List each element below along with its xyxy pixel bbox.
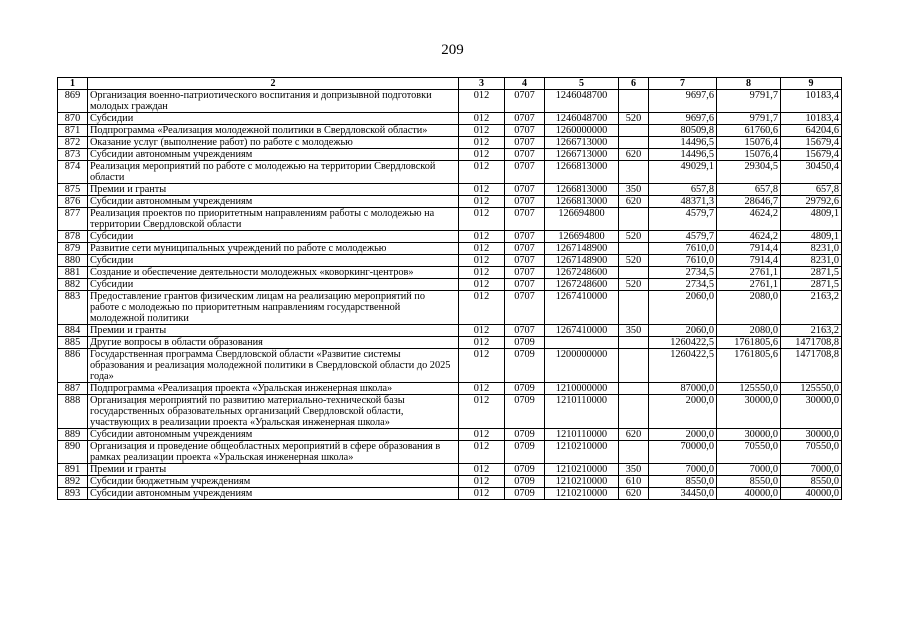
amount-year1-cell: 70000,0 <box>649 441 717 464</box>
header-cell: 5 <box>545 78 619 90</box>
row-number-cell: 870 <box>58 113 88 125</box>
section-code-cell: 0707 <box>505 243 545 255</box>
amount-year1-cell: 2060,0 <box>649 291 717 325</box>
amount-year2-cell: 30000,0 <box>717 429 781 441</box>
target-article-cell: 1210110000 <box>545 395 619 429</box>
ministry-code-cell: 012 <box>459 325 505 337</box>
row-number-cell: 875 <box>58 184 88 196</box>
amount-year3-cell: 8231,0 <box>781 243 842 255</box>
amount-year3-cell: 1471708,8 <box>781 349 842 383</box>
section-code-cell: 0707 <box>505 291 545 325</box>
item-name-cell: Организация и проведение общеобластных мероприятий в сфере образования в рамках реализации проекта «Уральская инженерная школа» <box>88 441 459 464</box>
target-article-cell: 1266813000 <box>545 184 619 196</box>
amount-year1-cell: 2734,5 <box>649 267 717 279</box>
amount-year1-cell: 9697,6 <box>649 113 717 125</box>
table-row <box>58 279 842 291</box>
budget-table <box>57 77 842 500</box>
section-code-cell: 0707 <box>505 184 545 196</box>
item-name-cell: Другие вопросы в области образования <box>88 337 459 349</box>
ministry-code-cell: 012 <box>459 243 505 255</box>
amount-year2-cell: 9791,7 <box>717 113 781 125</box>
item-name-cell: Развитие сети муниципальных учреждений по работе с молодежью <box>88 243 459 255</box>
section-code-cell: 0709 <box>505 429 545 441</box>
item-name-cell: Организация мероприятий по развитию материально-технической базы государственных образовательных организаций Свердловской области, участвующих в реализации проекта «Уральская инженерная школа» <box>88 395 459 429</box>
ministry-code-cell: 012 <box>459 349 505 383</box>
header-cell: 1 <box>58 78 88 90</box>
amount-year2-cell: 61760,6 <box>717 125 781 137</box>
expense-type-cell: 620 <box>619 149 649 161</box>
amount-year3-cell: 15679,4 <box>781 149 842 161</box>
item-name-cell: Субсидии автономным учреждениям <box>88 488 459 500</box>
amount-year2-cell: 30000,0 <box>717 395 781 429</box>
table-row <box>58 476 842 488</box>
amount-year3-cell: 125550,0 <box>781 383 842 395</box>
target-article-cell: 1200000000 <box>545 349 619 383</box>
section-code-cell: 0709 <box>505 395 545 429</box>
target-article-cell: 1267410000 <box>545 291 619 325</box>
section-code-cell: 0707 <box>505 325 545 337</box>
amount-year3-cell: 64204,6 <box>781 125 842 137</box>
expense-type-cell: 350 <box>619 184 649 196</box>
amount-year3-cell: 2871,5 <box>781 279 842 291</box>
amount-year3-cell: 10183,4 <box>781 90 842 113</box>
item-name-cell: Субсидии <box>88 279 459 291</box>
amount-year3-cell: 2163,2 <box>781 325 842 337</box>
amount-year1-cell: 80509,8 <box>649 125 717 137</box>
table-row <box>58 325 842 337</box>
target-article-cell: 1210210000 <box>545 476 619 488</box>
header-cell: 9 <box>781 78 842 90</box>
target-article-cell: 1267248600 <box>545 267 619 279</box>
item-name-cell: Оказание услуг (выполнение работ) по работе с молодежью <box>88 137 459 149</box>
amount-year1-cell: 8550,0 <box>649 476 717 488</box>
amount-year3-cell: 40000,0 <box>781 488 842 500</box>
amount-year1-cell: 7610,0 <box>649 255 717 267</box>
amount-year3-cell: 657,8 <box>781 184 842 196</box>
amount-year2-cell: 2080,0 <box>717 325 781 337</box>
section-code-cell: 0709 <box>505 464 545 476</box>
ministry-code-cell: 012 <box>459 196 505 208</box>
amount-year2-cell: 70550,0 <box>717 441 781 464</box>
table-row <box>58 243 842 255</box>
amount-year2-cell: 1761805,6 <box>717 337 781 349</box>
table-row <box>58 488 842 500</box>
target-article-cell: 1260000000 <box>545 125 619 137</box>
amount-year3-cell: 70550,0 <box>781 441 842 464</box>
table-row <box>58 255 842 267</box>
amount-year2-cell: 7000,0 <box>717 464 781 476</box>
target-article-cell: 1267410000 <box>545 325 619 337</box>
header-cell: 2 <box>88 78 459 90</box>
section-code-cell: 0709 <box>505 476 545 488</box>
expense-type-cell <box>619 267 649 279</box>
amount-year1-cell: 1260422,5 <box>649 349 717 383</box>
amount-year2-cell: 1761805,6 <box>717 349 781 383</box>
ministry-code-cell: 012 <box>459 184 505 196</box>
amount-year1-cell: 48371,3 <box>649 196 717 208</box>
section-code-cell: 0707 <box>505 149 545 161</box>
table-row <box>58 90 842 113</box>
ministry-code-cell: 012 <box>459 161 505 184</box>
table-header-row <box>58 78 842 90</box>
item-name-cell: Государственная программа Свердловской области «Развитие системы образования и реализация молодежной политики в Свердловской области до 2025 года» <box>88 349 459 383</box>
target-article-cell: 1267148900 <box>545 255 619 267</box>
row-number-cell: 878 <box>58 231 88 243</box>
section-code-cell: 0707 <box>505 196 545 208</box>
section-code-cell: 0709 <box>505 349 545 383</box>
row-number-cell: 881 <box>58 267 88 279</box>
target-article-cell: 1210210000 <box>545 488 619 500</box>
amount-year2-cell: 4624,2 <box>717 231 781 243</box>
item-name-cell: Реализация проектов по приоритетным направлениям работы с молодежью на территории Свердловской области <box>88 208 459 231</box>
amount-year3-cell: 8231,0 <box>781 255 842 267</box>
row-number-cell: 889 <box>58 429 88 441</box>
row-number-cell: 888 <box>58 395 88 429</box>
section-code-cell: 0707 <box>505 208 545 231</box>
amount-year2-cell: 2761,1 <box>717 267 781 279</box>
table-row <box>58 184 842 196</box>
amount-year3-cell: 2871,5 <box>781 267 842 279</box>
header-cell: 6 <box>619 78 649 90</box>
item-name-cell: Премии и гранты <box>88 325 459 337</box>
ministry-code-cell: 012 <box>459 441 505 464</box>
ministry-code-cell: 012 <box>459 267 505 279</box>
ministry-code-cell: 012 <box>459 488 505 500</box>
row-number-cell: 890 <box>58 441 88 464</box>
target-article-cell: 126694800 <box>545 231 619 243</box>
row-number-cell: 886 <box>58 349 88 383</box>
target-article-cell: 1210210000 <box>545 441 619 464</box>
section-code-cell: 0709 <box>505 488 545 500</box>
ministry-code-cell: 012 <box>459 291 505 325</box>
amount-year1-cell: 14496,5 <box>649 149 717 161</box>
section-code-cell: 0707 <box>505 90 545 113</box>
item-name-cell: Субсидии автономным учреждениям <box>88 429 459 441</box>
amount-year1-cell: 4579,7 <box>649 208 717 231</box>
amount-year3-cell: 7000,0 <box>781 464 842 476</box>
amount-year2-cell: 7914,4 <box>717 255 781 267</box>
ministry-code-cell: 012 <box>459 125 505 137</box>
table-body <box>58 90 842 500</box>
item-name-cell: Субсидии автономным учреждениям <box>88 196 459 208</box>
row-number-cell: 882 <box>58 279 88 291</box>
row-number-cell: 883 <box>58 291 88 325</box>
ministry-code-cell: 012 <box>459 255 505 267</box>
item-name-cell: Премии и гранты <box>88 464 459 476</box>
section-code-cell: 0707 <box>505 255 545 267</box>
amount-year1-cell: 34450,0 <box>649 488 717 500</box>
row-number-cell: 880 <box>58 255 88 267</box>
item-name-cell: Субсидии бюджетным учреждениям <box>88 476 459 488</box>
row-number-cell: 891 <box>58 464 88 476</box>
row-number-cell: 874 <box>58 161 88 184</box>
expense-type-cell: 520 <box>619 255 649 267</box>
expense-type-cell <box>619 137 649 149</box>
amount-year1-cell: 7000,0 <box>649 464 717 476</box>
target-article-cell: 1267148900 <box>545 243 619 255</box>
row-number-cell: 871 <box>58 125 88 137</box>
expense-type-cell <box>619 208 649 231</box>
amount-year1-cell: 2000,0 <box>649 395 717 429</box>
amount-year1-cell: 49029,1 <box>649 161 717 184</box>
amount-year2-cell: 15076,4 <box>717 149 781 161</box>
row-number-cell: 869 <box>58 90 88 113</box>
table-row <box>58 464 842 476</box>
table-row <box>58 125 842 137</box>
ministry-code-cell: 012 <box>459 279 505 291</box>
amount-year2-cell: 2080,0 <box>717 291 781 325</box>
item-name-cell: Субсидии автономным учреждениям <box>88 149 459 161</box>
row-number-cell: 872 <box>58 137 88 149</box>
amount-year1-cell: 657,8 <box>649 184 717 196</box>
amount-year1-cell: 87000,0 <box>649 383 717 395</box>
ministry-code-cell: 012 <box>459 90 505 113</box>
amount-year2-cell: 4624,2 <box>717 208 781 231</box>
amount-year1-cell: 2060,0 <box>649 325 717 337</box>
ministry-code-cell: 012 <box>459 149 505 161</box>
table-row <box>58 395 842 429</box>
section-code-cell: 0707 <box>505 137 545 149</box>
amount-year3-cell: 4809,1 <box>781 208 842 231</box>
header-cell: 7 <box>649 78 717 90</box>
expense-type-cell: 620 <box>619 429 649 441</box>
expense-type-cell <box>619 349 649 383</box>
section-code-cell: 0709 <box>505 337 545 349</box>
expense-type-cell <box>619 125 649 137</box>
section-code-cell: 0709 <box>505 441 545 464</box>
item-name-cell: Субсидии <box>88 113 459 125</box>
amount-year2-cell: 8550,0 <box>717 476 781 488</box>
row-number-cell: 893 <box>58 488 88 500</box>
amount-year2-cell: 125550,0 <box>717 383 781 395</box>
amount-year1-cell: 2000,0 <box>649 429 717 441</box>
expense-type-cell <box>619 161 649 184</box>
item-name-cell: Субсидии <box>88 231 459 243</box>
amount-year3-cell: 4809,1 <box>781 231 842 243</box>
target-article-cell: 1267248600 <box>545 279 619 291</box>
expense-type-cell: 520 <box>619 113 649 125</box>
amount-year2-cell: 29304,5 <box>717 161 781 184</box>
amount-year1-cell: 1260422,5 <box>649 337 717 349</box>
amount-year3-cell: 30000,0 <box>781 429 842 441</box>
ministry-code-cell: 012 <box>459 137 505 149</box>
table-row <box>58 137 842 149</box>
amount-year2-cell: 28646,7 <box>717 196 781 208</box>
section-code-cell: 0707 <box>505 267 545 279</box>
header-cell: 8 <box>717 78 781 90</box>
expense-type-cell <box>619 243 649 255</box>
table-row <box>58 291 842 325</box>
section-code-cell: 0709 <box>505 383 545 395</box>
target-article-cell: 1210000000 <box>545 383 619 395</box>
target-article-cell <box>545 337 619 349</box>
item-name-cell: Организация военно-патриотического воспитания и допризывной подготовки молодых граждан <box>88 90 459 113</box>
table-row <box>58 429 842 441</box>
target-article-cell: 1210210000 <box>545 464 619 476</box>
table-row <box>58 161 842 184</box>
row-number-cell: 877 <box>58 208 88 231</box>
target-article-cell: 126694800 <box>545 208 619 231</box>
amount-year2-cell: 15076,4 <box>717 137 781 149</box>
table-row <box>58 349 842 383</box>
amount-year1-cell: 7610,0 <box>649 243 717 255</box>
amount-year3-cell: 2163,2 <box>781 291 842 325</box>
section-code-cell: 0707 <box>505 125 545 137</box>
expense-type-cell: 610 <box>619 476 649 488</box>
ministry-code-cell: 012 <box>459 383 505 395</box>
amount-year2-cell: 40000,0 <box>717 488 781 500</box>
amount-year3-cell: 29792,6 <box>781 196 842 208</box>
amount-year3-cell: 10183,4 <box>781 113 842 125</box>
item-name-cell: Субсидии <box>88 255 459 267</box>
expense-type-cell <box>619 383 649 395</box>
ministry-code-cell: 012 <box>459 208 505 231</box>
header-cell: 3 <box>459 78 505 90</box>
expense-type-cell <box>619 395 649 429</box>
row-number-cell: 887 <box>58 383 88 395</box>
table-row <box>58 441 842 464</box>
item-name-cell: Подпрограмма «Реализация проекта «Уральская инженерная школа» <box>88 383 459 395</box>
amount-year3-cell: 1471708,8 <box>781 337 842 349</box>
expense-type-cell: 350 <box>619 325 649 337</box>
row-number-cell: 892 <box>58 476 88 488</box>
row-number-cell: 876 <box>58 196 88 208</box>
amount-year1-cell: 14496,5 <box>649 137 717 149</box>
item-name-cell: Подпрограмма «Реализация молодежной политики в Свердловской области» <box>88 125 459 137</box>
table-row <box>58 149 842 161</box>
section-code-cell: 0707 <box>505 231 545 243</box>
expense-type-cell: 350 <box>619 464 649 476</box>
amount-year1-cell: 9697,6 <box>649 90 717 113</box>
target-article-cell: 1266813000 <box>545 161 619 184</box>
target-article-cell: 1266713000 <box>545 137 619 149</box>
ministry-code-cell: 012 <box>459 464 505 476</box>
table-row <box>58 113 842 125</box>
target-article-cell: 1266813000 <box>545 196 619 208</box>
expense-type-cell: 620 <box>619 488 649 500</box>
amount-year1-cell: 4579,7 <box>649 231 717 243</box>
target-article-cell: 1266713000 <box>545 149 619 161</box>
expense-type-cell: 520 <box>619 231 649 243</box>
table-row <box>58 267 842 279</box>
target-article-cell: 1210110000 <box>545 429 619 441</box>
header-cell: 4 <box>505 78 545 90</box>
expense-type-cell <box>619 441 649 464</box>
section-code-cell: 0707 <box>505 113 545 125</box>
expense-type-cell: 520 <box>619 279 649 291</box>
item-name-cell: Премии и гранты <box>88 184 459 196</box>
amount-year3-cell: 15679,4 <box>781 137 842 149</box>
amount-year2-cell: 7914,4 <box>717 243 781 255</box>
row-number-cell: 884 <box>58 325 88 337</box>
table-row <box>58 337 842 349</box>
table-row <box>58 208 842 231</box>
ministry-code-cell: 012 <box>459 395 505 429</box>
expense-type-cell <box>619 337 649 349</box>
amount-year3-cell: 30000,0 <box>781 395 842 429</box>
section-code-cell: 0707 <box>505 279 545 291</box>
row-number-cell: 879 <box>58 243 88 255</box>
target-article-cell: 1246048700 <box>545 113 619 125</box>
table-row <box>58 196 842 208</box>
table-row <box>58 383 842 395</box>
section-code-cell: 0707 <box>505 161 545 184</box>
ministry-code-cell: 012 <box>459 429 505 441</box>
amount-year1-cell: 2734,5 <box>649 279 717 291</box>
expense-type-cell: 620 <box>619 196 649 208</box>
item-name-cell: Создание и обеспечение деятельности молодежных «коворкинг-центров» <box>88 267 459 279</box>
table-row <box>58 231 842 243</box>
amount-year3-cell: 30450,4 <box>781 161 842 184</box>
page-number: 209 <box>441 42 464 58</box>
row-number-cell: 885 <box>58 337 88 349</box>
ministry-code-cell: 012 <box>459 337 505 349</box>
amount-year2-cell: 9791,7 <box>717 90 781 113</box>
expense-type-cell <box>619 90 649 113</box>
item-name-cell: Реализация мероприятий по работе с молодежью на территории Свердловской области <box>88 161 459 184</box>
row-number-cell: 873 <box>58 149 88 161</box>
amount-year3-cell: 8550,0 <box>781 476 842 488</box>
ministry-code-cell: 012 <box>459 231 505 243</box>
ministry-code-cell: 012 <box>459 113 505 125</box>
ministry-code-cell: 012 <box>459 476 505 488</box>
item-name-cell: Предоставление грантов физическим лицам на реализацию мероприятий по работе с молодежью по приоритетным направлениям государственной молодежной политики <box>88 291 459 325</box>
expense-type-cell <box>619 291 649 325</box>
target-article-cell: 1246048700 <box>545 90 619 113</box>
amount-year2-cell: 657,8 <box>717 184 781 196</box>
amount-year2-cell: 2761,1 <box>717 279 781 291</box>
